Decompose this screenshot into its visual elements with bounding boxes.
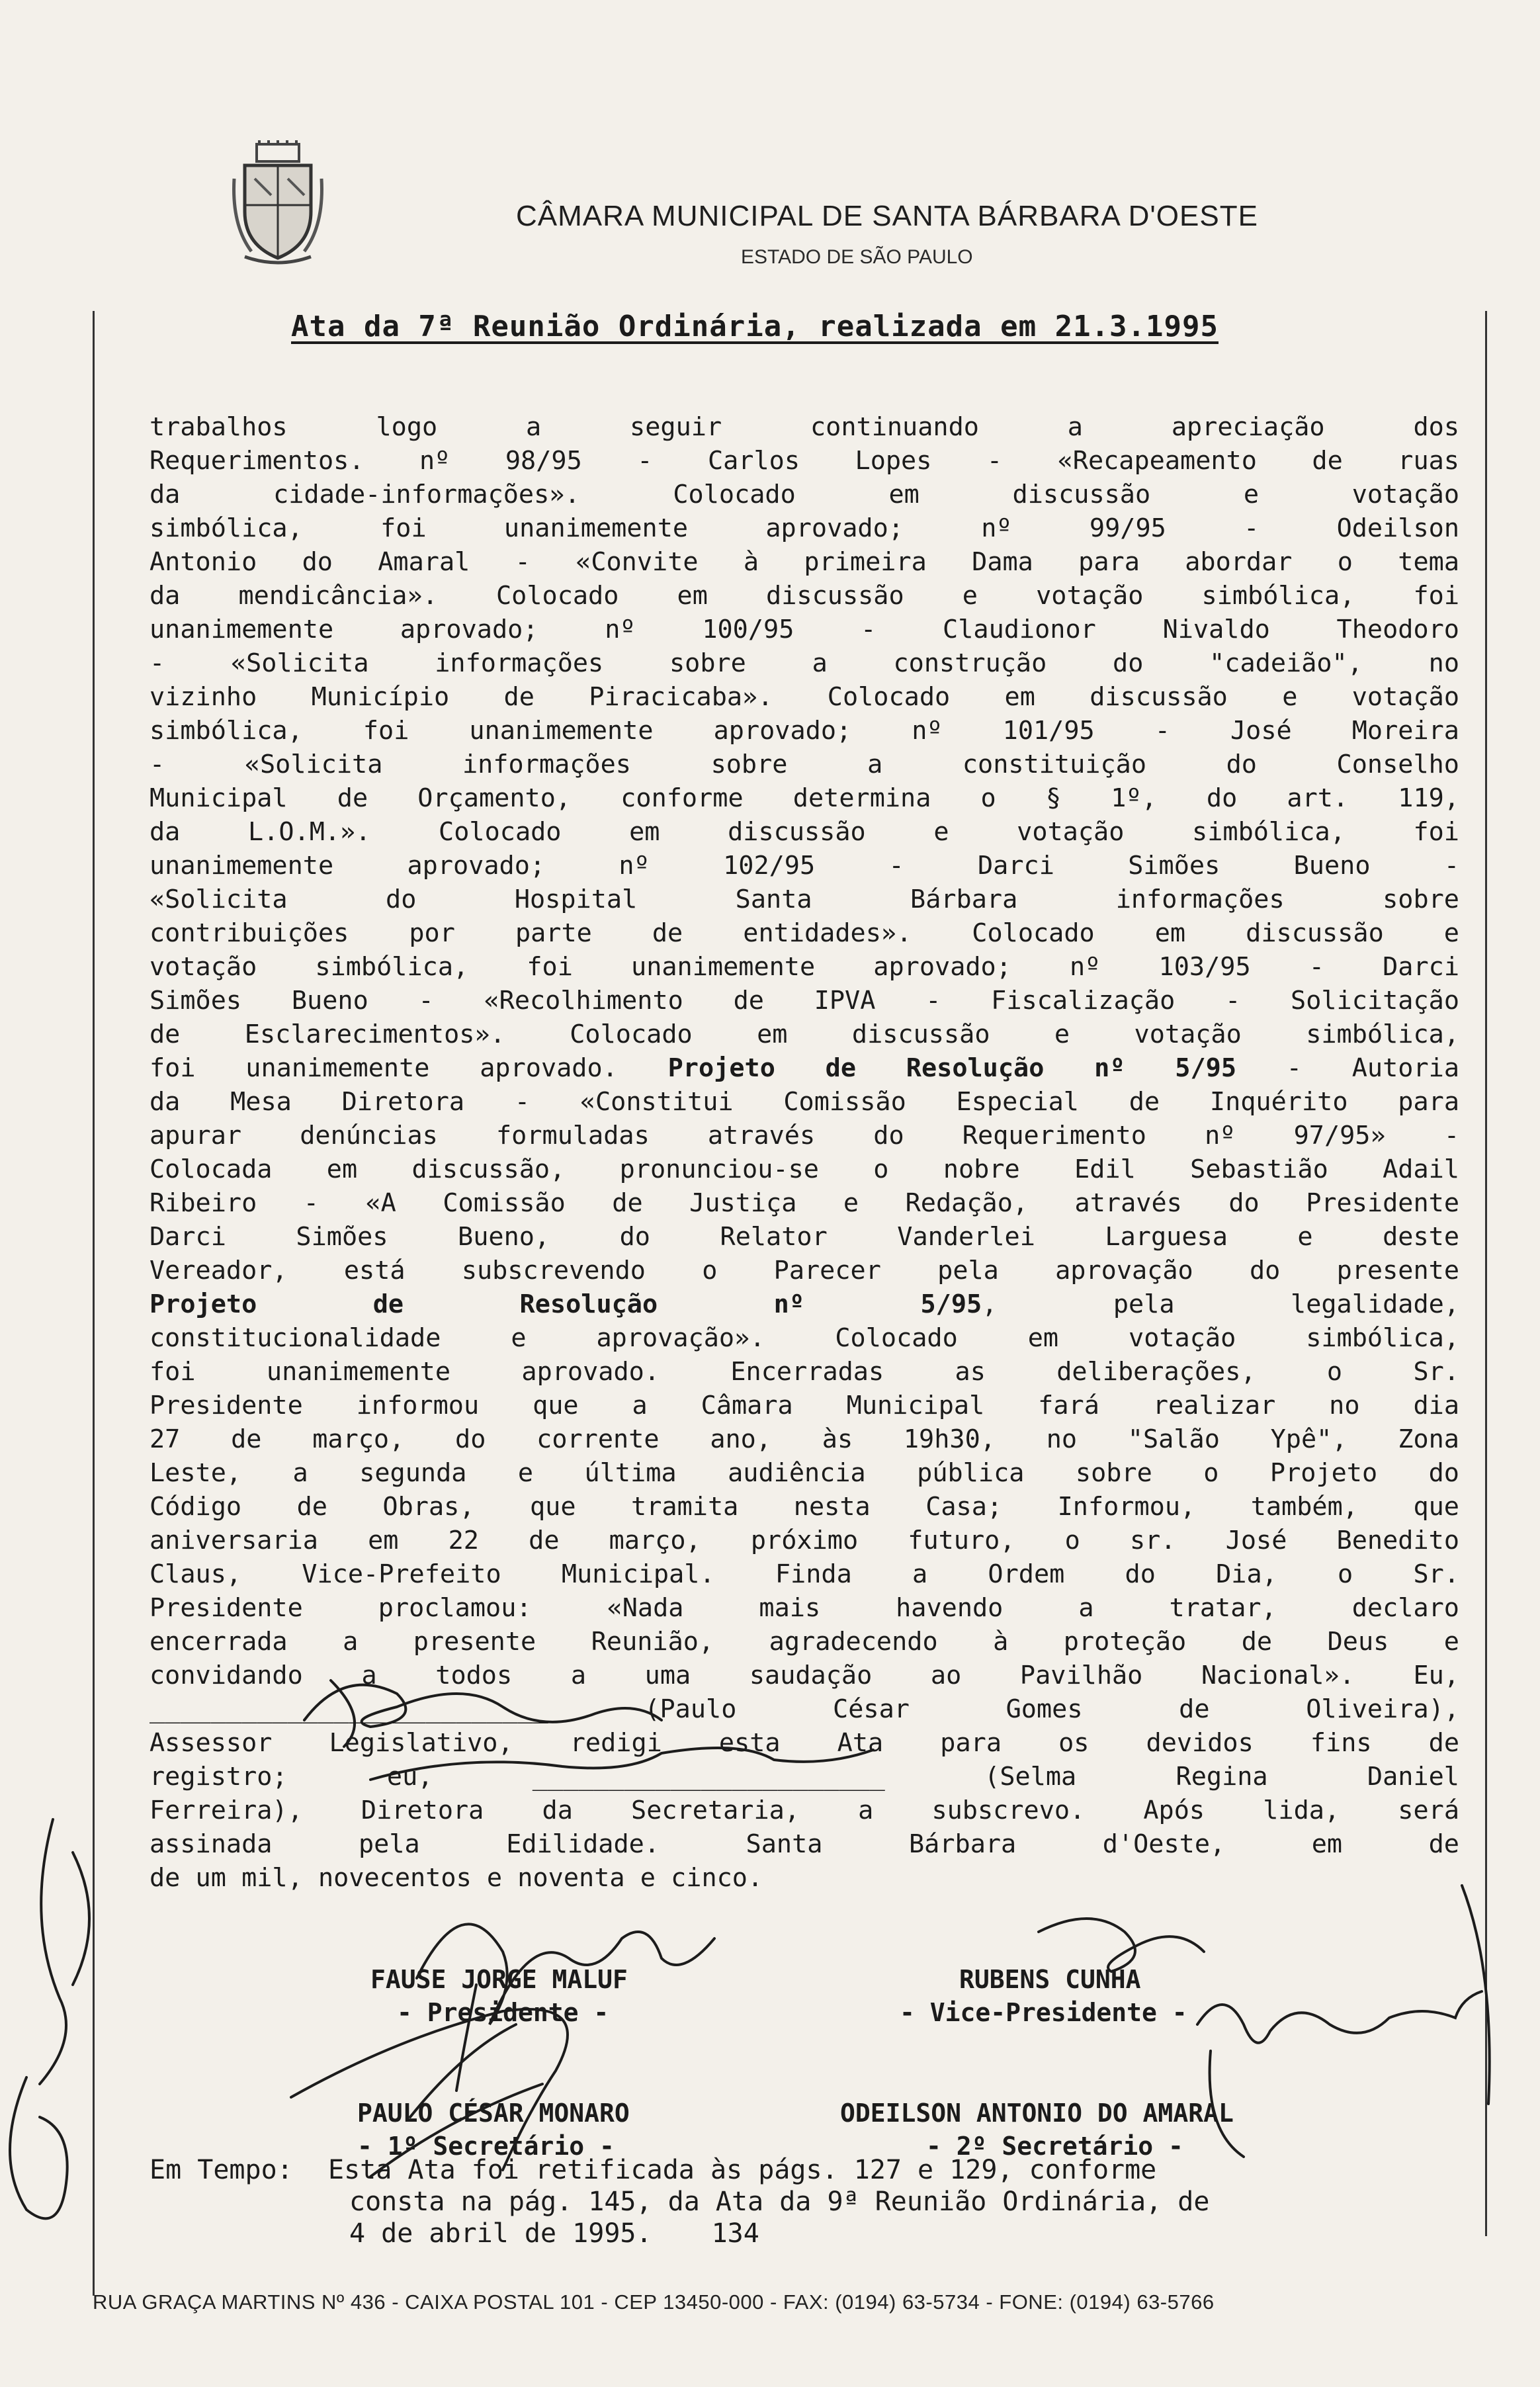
minutes-line: Presidente informou que a Câmara Municipal fará realizar no dia [150,1391,1459,1420]
minutes-line: unanimemente aprovado; nº 100/95 - Claudionor Nivaldo Theodoro [150,615,1459,644]
minutes-line: Assessor Legislativo, redigi esta Ata para os devidos fins de [150,1728,1459,1758]
em-tempo-line: Esta Ata foi retificada às págs. 127 e 129, conforme [328,2155,1157,2185]
minutes-line: 27 de março, do corrente ano, às 19h30, no "Salão Ypê", Zona [150,1424,1459,1454]
minutes-line: da cidade-informações». Colocado em discussão e votação [150,480,1459,509]
signatory-role: - Presidente - [397,1998,609,2027]
minutes-line: constitucionalidade e aprovação». Colocado em votação simbólica, [150,1323,1459,1353]
resolution-heading: Projeto de Resolução nº 5/95 [150,1289,982,1319]
minutes-line: assinada pela Edilidade. Santa Bárbara d'Oeste, em de [150,1829,1459,1859]
minutes-line: simbólica, foi unanimemente aprovado; nº 101/95 - José Moreira [150,716,1459,746]
minutes-line: encerrada a presente Reunião, agradecendo à proteção de Deus e [150,1627,1459,1657]
minutes-line: da L.O.M.». Colocado em discussão e votação simbólica, foi [150,817,1459,847]
minutes-line: apurar denúncias formuladas através do Requerimento nº 97/95» - [150,1121,1459,1150]
minutes-line: trabalhos logo a seguir continuando a apreciação dos [150,412,1459,442]
minutes-line: Vereador, está subscrevendo o Parecer pela aprovação do presente [150,1256,1459,1285]
minutes-line: - «Solicita informações sobre a constituição do Conselho [150,750,1459,779]
minutes-line: da mendicância». Colocado em discussão e votação simbólica, foi [150,581,1459,611]
state-name: ESTADO DE SÃO PAULO [741,246,973,268]
signatory-name: RUBENS CUNHA [959,1965,1141,1994]
minutes-line: Presidente proclamou: «Nada mais havendo a tratar, declaro [150,1593,1459,1623]
minutes-line: contribuições por parte de entidades». Colocado em discussão e [150,918,1459,948]
signatory-name: PAULO CÉSAR MONARO [357,2099,630,2128]
document-title: Ata da 7ª Reunião Ordinária, realizada em 21.3.1995 [291,310,1219,343]
em-tempo-note [150,2154,1406,2249]
minutes-line: convidando a todos a uma saudação ao Pavilhão Nacional». Eu, [150,1661,1459,1690]
letterhead-footer: RUA GRAÇA MARTINS Nº 436 - CAIXA POSTAL 101 - CEP 13450-000 - FAX: (0194) 63-5734 - FONE: (0194) 63-5766 [93,2290,1215,2314]
signatory-role: - 1º Secretário - [357,2132,615,2161]
minutes-line: de Esclarecimentos». Colocado em discussão e votação simbólica, [150,1020,1459,1049]
em-tempo-label: Em Tempo: [150,2155,293,2185]
minutes-line: Simões Bueno - «Recolhimento de IPVA - Fiscalização - Solicitação [150,986,1459,1016]
minutes-line: Ribeiro - «A Comissão de Justiça e Redação, através do Presidente [150,1188,1459,1218]
page-number: 134 [711,2218,759,2249]
signatory-name: ODEILSON ANTONIO DO AMARAL [840,2099,1234,2128]
minutes-line: Código de Obras, que tramita nesta Casa; Informou, também, que [150,1492,1459,1522]
minutes-line: «Solicita do Hospital Santa Bárbara informações sobre [150,885,1459,914]
minutes-body [150,410,1459,1895]
minutes-line: Darci Simões Bueno, do Relator Vanderlei Larguesa e deste [150,1222,1459,1252]
minutes-line: Ferreira), Diretora da Secretaria, a subscrevo. Após lida, será [150,1796,1459,1825]
minutes-line: unanimemente aprovado; nº 102/95 - Darci Simões Bueno - [150,851,1459,881]
minutes-line: registro; eu, _______________________ (Selma Regina Daniel [150,1762,1459,1792]
minutes-line: Colocada em discussão, pronunciou-se o nobre Edil Sebastião Adail [150,1154,1459,1184]
minutes-line: Requerimentos. nº 98/95 - Carlos Lopes - «Recapeamento de ruas [150,446,1459,476]
minutes-line: Claus, Vice-Prefeito Municipal. Finda a Ordem do Dia, o Sr. [150,1559,1459,1589]
minutes-line: Antonio do Amaral - «Convite à primeira Dama para abordar o tema [150,547,1459,577]
minutes-line: aniversaria em 22 de março, próximo futuro, o sr. José Benedito [150,1526,1459,1555]
institution-name: CÂMARA MUNICIPAL DE SANTA BÁRBARA D'OESTE [516,200,1258,232]
minutes-line: foi unanimemente aprovado. Encerradas as deliberações, o Sr. [150,1357,1459,1387]
minutes-line: votação simbólica, foi unanimemente aprovado; nº 103/95 - Darci [150,952,1459,982]
minutes-line: foi unanimemente aprovado. Projeto de Resolução nº 5/95 - Autoria [150,1053,1459,1083]
minutes-line: - «Solicita informações sobre a construção do "cadeião", no [150,648,1459,678]
minutes-line: Municipal de Orçamento, conforme determina o § 1º, do art. 119, [150,783,1459,813]
signatory-name: FAUSE JORGE MALUF [370,1965,628,1994]
minutes-line: vizinho Município de Piracicaba». Colocado em discussão e votação [150,682,1459,712]
resolution-heading: Projeto de Resolução nº 5/95 [667,1053,1237,1083]
em-tempo-line: consta na pág. 145, da Ata da 9ª Reunião Ordinária, de [349,2187,1210,2217]
minutes-line: __________________________ (Paulo César Gomes de Oliveira), [150,1694,1459,1724]
signatory-role: - 2º Secretário - [926,2132,1183,2161]
minutes-line: de um mil, novecentos e noventa e cinco. [150,1863,763,1893]
municipal-crest-icon [232,139,324,265]
minutes-line: Projeto de Resolução nº 5/95, pela legalidade, [150,1289,1459,1319]
minutes-line: da Mesa Diretora - «Constitui Comissão Especial de Inquérito para [150,1087,1459,1117]
minutes-line: simbólica, foi unanimemente aprovado; nº 99/95 - Odeilson [150,513,1459,543]
signatory-role: - Vice-Presidente - [900,1998,1187,2027]
em-tempo-line: 4 de abril de 1995. [349,2218,652,2249]
minutes-line: Leste, a segunda e última audiência pública sobre o Projeto do [150,1458,1459,1488]
